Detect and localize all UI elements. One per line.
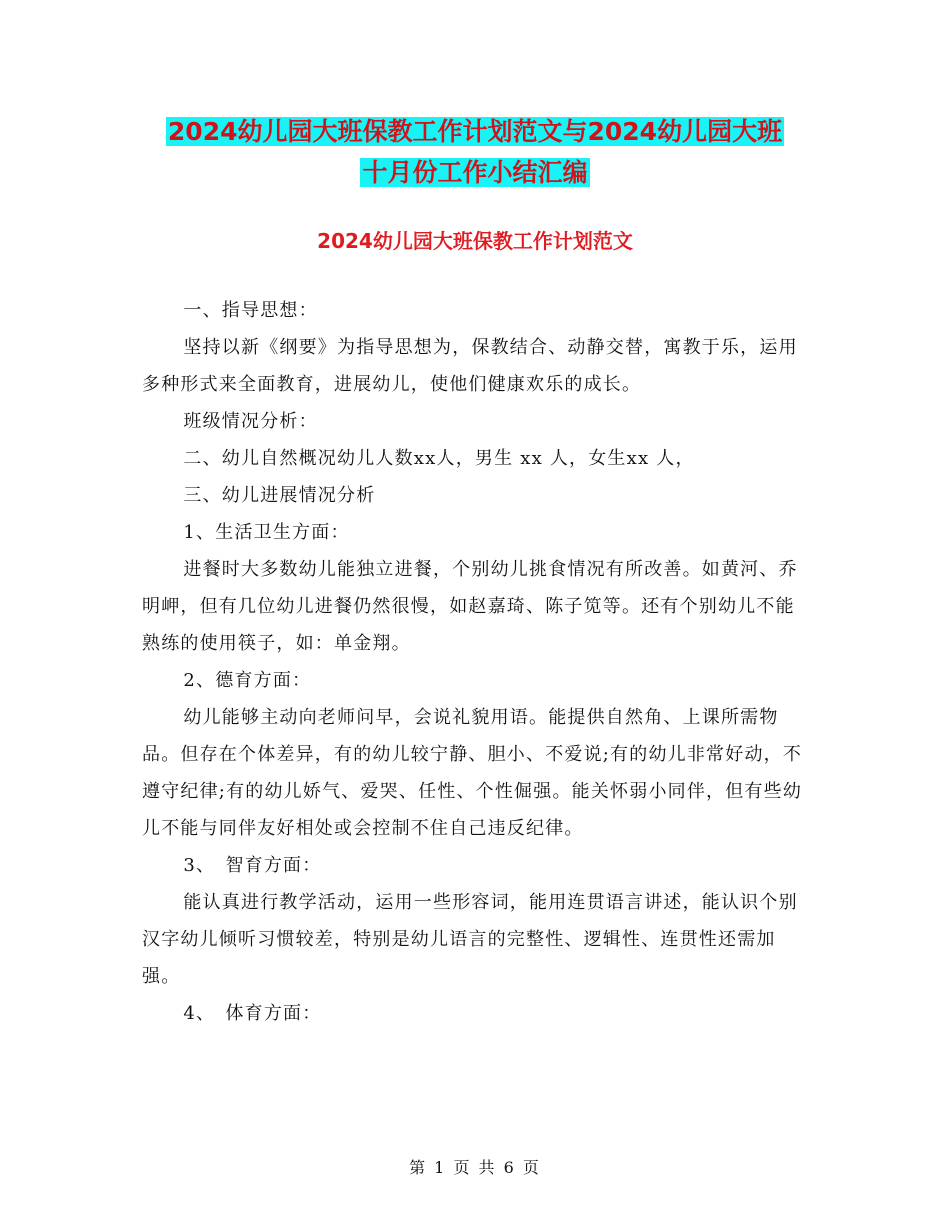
document-title-line-1 (0, 115, 950, 149)
document-body (142, 292, 810, 1032)
paragraph-child-overview: 二、幼儿自然概况幼儿人数xx人，男生 xx 人，女生xx 人， (183, 448, 695, 469)
paragraph-intellectual: 能认真进行教学活动，运用一些形容词，能用连贯语言讲述，能认识个别汉字幼儿倾听习惯较差，特别是幼儿语言的完整性、逻辑性、连贯性还需加强。 (142, 892, 798, 987)
heading-hygiene: 1、生活卫生方面： (183, 522, 350, 543)
title-highlight: 十月份工作小结汇编 (362, 158, 588, 187)
title-highlight: 2024幼儿园大班保教工作计划范文与2024幼儿园大班 (167, 117, 783, 146)
paragraph-moral: 幼儿能够主动向老师问早，会说礼貌用语。能提供自然角、上课所需物品。但存在个体差异，有的幼儿较宁静、胆小、不爱说;有的幼儿非常好动，不遵守纪律;有的幼儿娇气、爱哭、任性、个性倔强。能关怀弱小同伴，但有些幼儿不能与同伴友好相处或会控制不住自己违反纪律。 (142, 707, 803, 839)
heading-physical: 4、 体育方面： (183, 1003, 322, 1024)
paragraph-guiding-thought: 坚持以新《纲要》为指导思想为，保教结合、动静交替，寓教于乐，运用多种形式来全面教育，进展幼儿，使他们健康欢乐的成长。 (142, 337, 798, 395)
page-number-footer: 第 1 页 共 6 页 (409, 1158, 541, 1177)
heading-moral: 2、德育方面： (183, 670, 312, 691)
section-subtitle: 2024幼儿园大班保教工作计划范文 (317, 229, 633, 253)
document-title-line-2 (0, 156, 950, 190)
heading-development-analysis: 三、幼儿进展情况分析 (183, 485, 376, 506)
heading-class-analysis: 班级情况分析： (183, 411, 318, 432)
paragraph-hygiene: 进餐时大多数幼儿能独立进餐，个别幼儿挑食情况有所改善。如黄河、乔明岬，但有几位幼儿进餐仍然很慢，如赵嘉琦、陈子笕等。还有个别幼儿不能熟练的使用筷子，如：单金翔。 (142, 559, 798, 654)
heading-guiding-thought: 一、指导思想： (183, 300, 318, 321)
heading-intellectual: 3、 智育方面： (183, 855, 322, 876)
